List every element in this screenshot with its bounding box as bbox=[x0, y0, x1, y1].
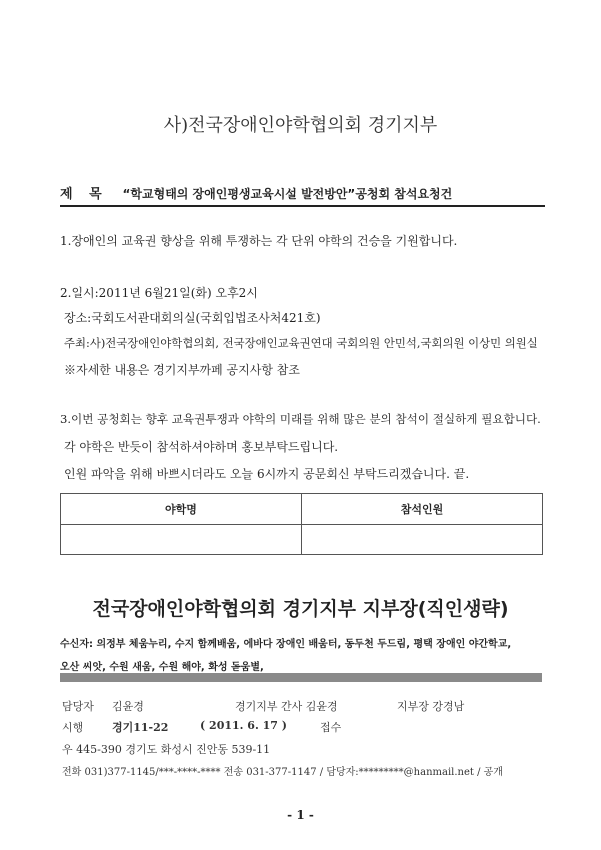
enforce-label: 시행 bbox=[62, 721, 84, 734]
paragraph-3-line-2: 각 야학은 반듯이 참석하셔야하며 홍보부탁드립니다. bbox=[64, 440, 339, 454]
table-header-row bbox=[61, 494, 543, 525]
recipients-list-line-2: 오산 씨앗, 수원 새움, 수원 해야, 화성 돋움별, bbox=[60, 662, 264, 673]
recipients-list-line-1: 의정부 체움누리, 수지 함께배움, 에바다 장애인 배움터, 동두천 두드림, 평택 장애인 야간학교, bbox=[96, 639, 512, 650]
branch-head: 지부장 강경남 bbox=[397, 700, 465, 713]
table-header-attendees: 참석인원 bbox=[302, 494, 543, 525]
paragraph-3-line-3: 인원 파악을 위해 바쁘시더라도 오늘 6시까지 공문회신 부탁드리겠습니다. 끝. bbox=[64, 467, 470, 481]
recipients-label: 수신자: bbox=[60, 639, 93, 650]
attendance-table bbox=[60, 493, 543, 555]
table-header-school: 야학명 bbox=[61, 494, 302, 525]
paragraph-2-note: ※자세한 내용은 경기지부까페 공지사항 참조 bbox=[64, 363, 300, 377]
paragraph-3-line-1: 3.이번 공청회는 향후 교육권투쟁과 야학의 미래를 위해 많은 분의 참석이 절실하게 필요합니다. bbox=[60, 412, 541, 426]
branch-secretary: 경기지부 간사 김윤경 bbox=[235, 700, 338, 713]
paragraph-2-place: 장소:국회도서관대회의실(국회입법조사처421호) bbox=[64, 311, 321, 325]
issuer-signature: 전국장애인야학협의회 경기지부 지부장(직인생략) bbox=[92, 598, 509, 620]
address: 우 445-390 경기도 화성시 진안동 539-11 bbox=[62, 743, 271, 756]
enforce-date: ( 2011. 6. 17 ) bbox=[200, 719, 287, 732]
subject-line bbox=[60, 183, 452, 202]
table-cell-school[interactable] bbox=[61, 525, 302, 555]
title-divider bbox=[60, 205, 545, 207]
paragraph-2-host: 주최:사)전국장애인야학협의회, 전국장애인교육권연대 국회의원 안민석,국회의원 이상민 의원실 bbox=[64, 336, 538, 350]
staff-name: 김윤경 bbox=[112, 700, 144, 713]
table-row bbox=[61, 525, 543, 555]
receive-label: 접수 bbox=[320, 721, 342, 734]
enforce-number: 경기11-22 bbox=[112, 721, 169, 734]
paragraph-2-date: 2.일시:2011년 6월21일(화) 오후2시 bbox=[60, 286, 258, 300]
organization-header: 사)전국장애인야학협의회 경기지부 bbox=[163, 115, 438, 136]
page-number: - 1 - bbox=[287, 808, 314, 822]
staff-label: 담당자 bbox=[62, 700, 94, 713]
table-cell-attendees[interactable] bbox=[302, 525, 543, 555]
subject-label: 제 목 bbox=[60, 187, 108, 202]
footer-divider-bar bbox=[60, 673, 542, 682]
subject-text: “학교형태의 장애인평생교육시설 발전방안”공청회 참석요청건 bbox=[122, 187, 453, 201]
contact-line: 전화 031)377-1145/***-****-**** 전송 031-377-1147 / 담당자:*********@hanmail.net / 공개 bbox=[62, 767, 503, 778]
paragraph-1: 1.장애인의 교육권 향상을 위해 투쟁하는 각 단위 야학의 건승을 기원합니다. bbox=[60, 234, 458, 248]
